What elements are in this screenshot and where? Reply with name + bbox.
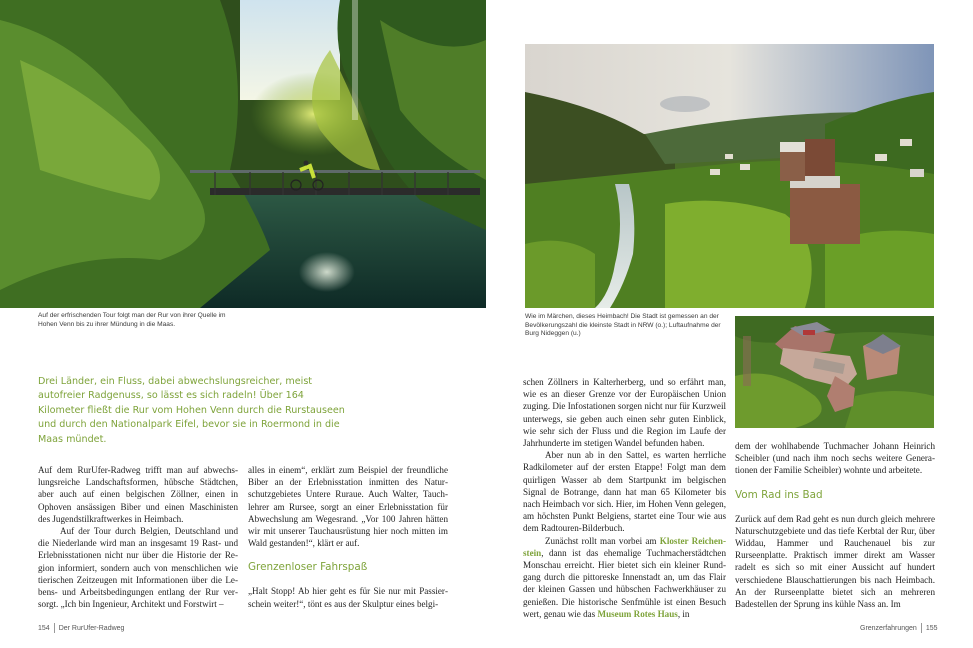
photo-caption-left: Auf der erfrischenden Tour folgt man der Rur von ihrer Quelle im Hohen Venn bis zu ihrer Mündung in die Maas. xyxy=(38,312,226,328)
footer-right xyxy=(860,623,938,634)
text-run: , in xyxy=(677,608,690,619)
text-column-3 xyxy=(523,376,726,620)
body-paragraph: alles in einem“, erklärt zum Beispiel der freundliche Biber an der Erlebnisstation inmitten des Naturschutzgebietes Untere Ruraue. Auch Walter, Tauchlehrer am Rursee, sorgt an einer Erlebnisstation für Abwechslung am Wegesrand. „Vor 100 Jahren hätten wir mit unserer Tauchausrüstung hier noch mitten im Wald gestanden!“, klärt er auf. xyxy=(248,465,448,549)
text-run: Zunächst rollt man vorbei am xyxy=(545,535,660,546)
body-paragraph: Auf dem RurUfer-Radweg trifft man auf abwechslungsreiche Landschaftsformen, hübsche Städtchen, aber auch auf einen belgischen Zöllner, einen in Ophoven ansässigen Biber und einen Maschinisten des Jugendstilkraftwerkes in Heimbach. xyxy=(38,465,238,524)
text-column-4 xyxy=(735,440,935,610)
body-paragraph: dem der wohlhabende Tuchmacher Johann Heinrich Scheibler (und nach ihm noch sechs weitere Generationen der Familie Scheibler) wohnte und arbeitete. xyxy=(735,441,935,476)
poi-link-kloster-reichenstein[interactable]: Kloster Reichenstein xyxy=(523,535,726,558)
photo-burg-nideggen xyxy=(735,316,934,428)
section-heading: Grenzenloser Fahrspaß xyxy=(248,561,368,574)
photo-heimbach-aerial xyxy=(525,44,934,308)
text-column-1 xyxy=(38,464,238,610)
body-paragraph xyxy=(523,535,726,620)
running-title: Grenzerfahrungen xyxy=(860,624,917,632)
lead-paragraph: Drei Länder, ein Fluss, dabei abwechslungsreicher, meist autofreier Radgenuss, so lässt es sich radeln! Über 164 Kilometer fließt die Rur vom Hohen Venn durch die Rurstauseen und durch den Nationalpark Eifel, bevor sie in Roermond in die Maas mündet. xyxy=(38,376,345,445)
page-number: 154 xyxy=(38,624,50,632)
section-heading: Vom Rad ins Bad xyxy=(735,488,823,501)
footer-divider xyxy=(921,623,922,633)
body-paragraph: Aber nun ab in den Sattel, es warten herrliche Radkilometer auf der ersten Etappe! Folgt man dem quirligen Wasser ab dem Startpunkt im belgischen Signal de Botrange, dann hat man 65 Kilometer bis nach Heimbach vor sich. Hier, im Hohen Venn gelegen, am höchsten Punkt Belgiens, startet eine Tour wie aus dem Radtouren-Bilderbuch. xyxy=(523,450,726,534)
body-paragraph: schen Zöllners in Kalterherberg, und so erfährt man, wie es an dieser Grenze vor der Europäischen Union zuging. Die Infostationen sorgen nicht nur für Kurzweil unterwegs, sie geben auch einen sehr guten Einblick, wie sehr sich der Fluss und die Region im Laufe der Jahrhunderte im stetigen Wandel befunden haben. xyxy=(523,377,726,449)
photo-caption-right: Wie im Märchen, dieses Heimbach! Die Stadt ist gemessen an der Bevölkerungszahl die kleinste Stadt in NRW (o.); Luftaufnahme der Burg Nideggen (u.) xyxy=(525,313,721,338)
page-number: 155 xyxy=(925,624,938,632)
poi-link-museum-rotes-haus[interactable]: Museum Rotes Haus xyxy=(597,608,678,619)
text-run: , dann ist das ehemalige Tuchmacherstädtchen Monschau erreicht. Hier bietet sich ein kleiner Rundgang durch die pittoreske Innenstadt an, um das Flair der kleinen Gassen und hübschen Fachwerkhäuser zu genießen. Die historische Senfmühle ist einen Besuch wert, genau wie das xyxy=(523,547,726,619)
body-paragraph: Auf der Tour durch Belgien, Deutschland und die Niederlande wird man an insgesamt 19 Rast- und Erlebnisstationen nicht nur über die Historie der Region informiert, sondern auch von menschlichen wie tierischen Zeitzeugen mit Informationen über die Lebens- und Arbeitsbedingungen entlang der Rur versorgt. „Ich bin Ingenieur, Architekt und Forstwirt – xyxy=(38,526,238,610)
photo-rur-bridge xyxy=(0,0,486,308)
text-column-2 xyxy=(248,464,448,610)
running-title: Der RurUfer-Radweg xyxy=(58,624,125,632)
body-paragraph: Zurück auf dem Rad geht es nun durch gleich mehrere Naturschutzgebiete und das tiefe Kerbtal der Rur, über Widdau, Hammer und Rauchenauel bis zur Rurseenplatte. Praktisch immer direkt am Wasser radelt es sich so mit einer Aussicht auf hundert verschiedene Blauschattierungen bis nach Heimbach. An der Rurseenplatte bietet sich an mehreren Badestellen der Sprung ins kühle Nass an. Im xyxy=(735,513,935,610)
footer-left xyxy=(38,623,124,634)
footer-divider xyxy=(54,623,55,633)
body-paragraph: „Halt Stopp! Ab hier geht es für Sie nur mit Passierschein weiter!“, tönt es aus der Skulptur eines belgi- xyxy=(248,586,448,609)
